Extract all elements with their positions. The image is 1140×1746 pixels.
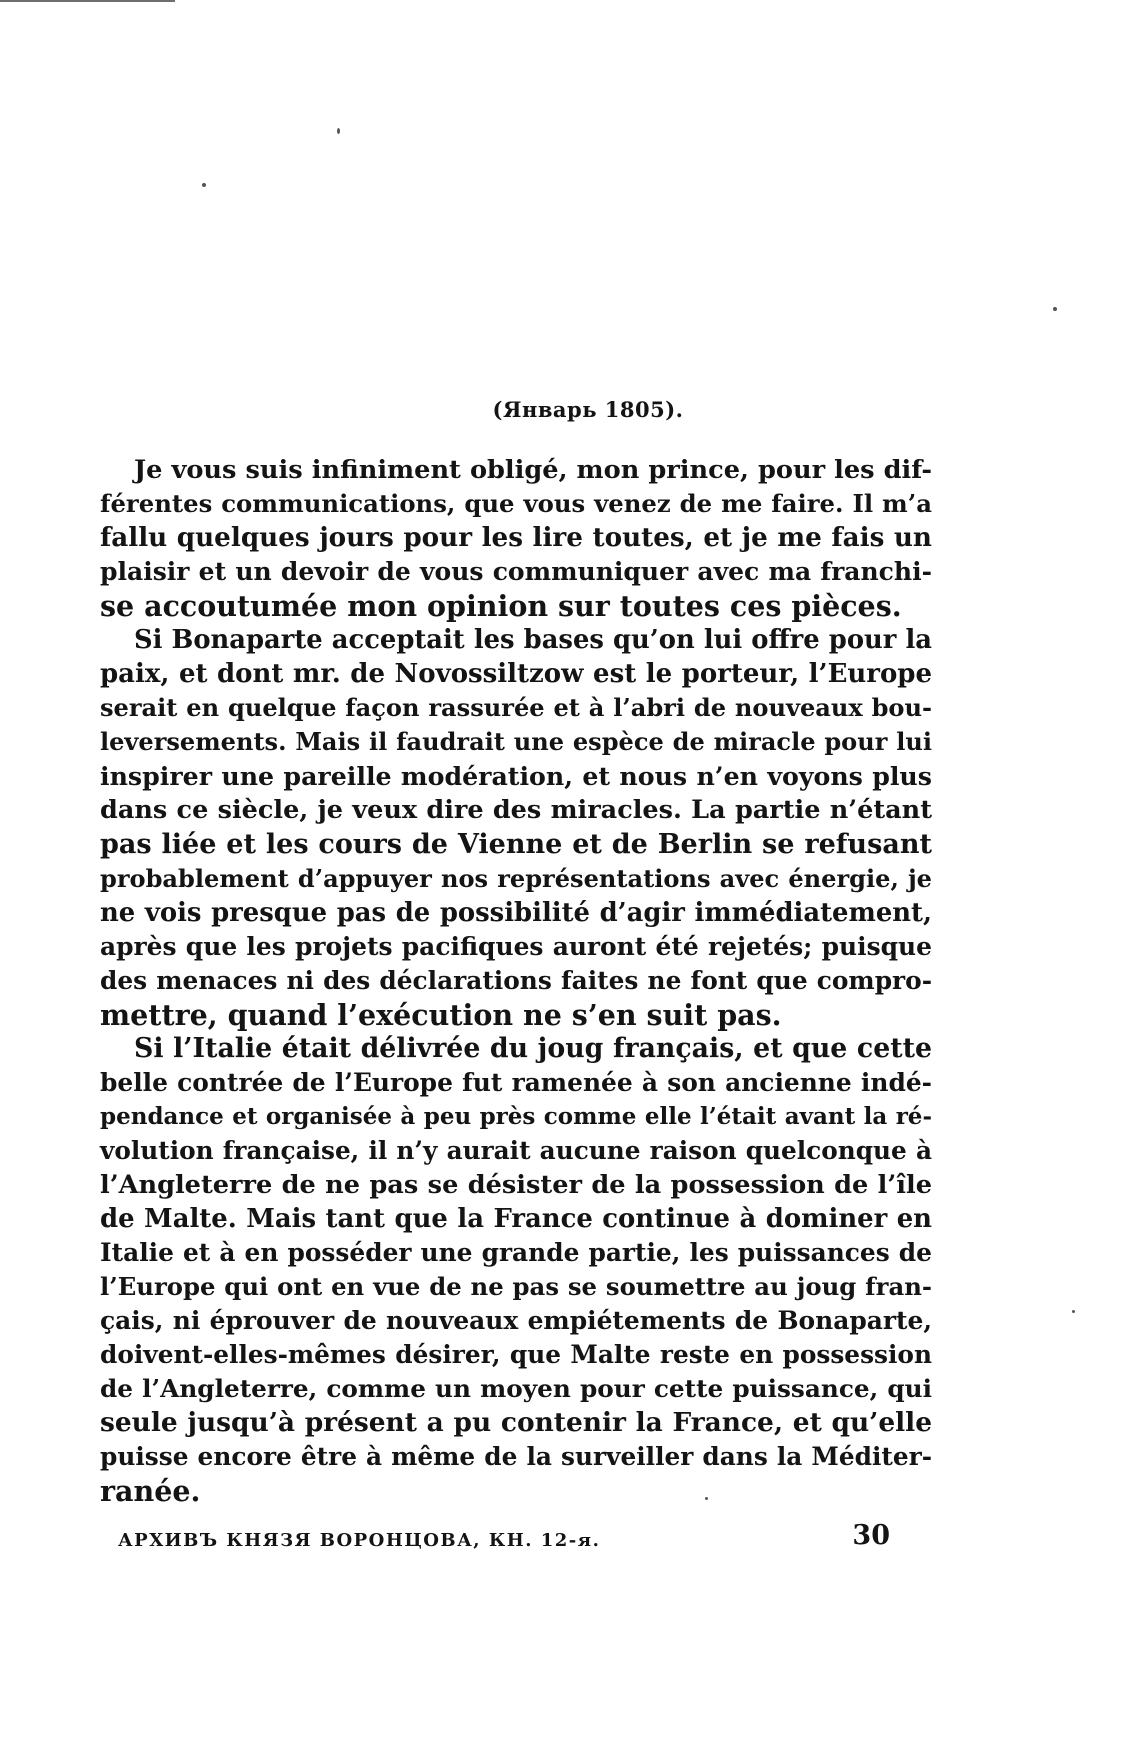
text-line: se accoutumée mon opinion sur toutes ces pièces. xyxy=(100,589,902,624)
text-line: pas liée et les cours de Vienne et de Berlin se refusant xyxy=(100,828,932,860)
text-line: férentes communications, que vous venez de me faire. Il m’a xyxy=(100,489,932,519)
scan-speck xyxy=(1072,1310,1075,1313)
text-line: après que les projets pacifiques auront été rejetés; puisque xyxy=(100,931,932,961)
text-line: puisse encore être à même de la surveiller dans la Méditer- xyxy=(100,1442,932,1472)
page-heading: (Январь 1805). xyxy=(492,397,684,422)
text-line: ne vois presque pas de possibilité d’agir immédiatement, xyxy=(100,897,932,928)
text-line: leversements. Mais il faudrait une espèce de miracle pour lui xyxy=(100,727,932,757)
paragraph xyxy=(100,1032,932,1509)
paragraph xyxy=(100,453,932,623)
scan-speck xyxy=(337,128,340,134)
text-line: l’Europe qui ont en vue de ne pas se soumettre au joug fran- xyxy=(100,1272,932,1302)
text-line: inspirer une pareille modération, et nous n’en voyons plus xyxy=(100,761,932,792)
text-line: Je vous suis infiniment obligé, mon prince, pour les dif- xyxy=(134,455,932,485)
text-line: l’Angleterre de ne pas se désister de la possession de l’île xyxy=(100,1169,932,1200)
text-line: çais, ni éprouver de nouveaux empiétements de Bonaparte, xyxy=(100,1306,932,1336)
text-line: probablement d’appuyer nos représentations avec énergie, je xyxy=(100,863,932,893)
text-line: Italie et à en posséder une grande partie, les puissances de xyxy=(100,1238,932,1268)
text-line: belle contrée de l’Europe fut ramenée à son ancienne indé- xyxy=(100,1067,932,1097)
text-line: paix, et dont mr. de Novossiltzow est le porteur, l’Europe xyxy=(100,659,932,690)
scan-speck xyxy=(1053,307,1057,311)
text-line: dans ce siècle, je veux dire des miracles. La partie n’étant xyxy=(100,795,932,826)
body-text xyxy=(100,453,932,1508)
text-line: de Malte. Mais tant que la France continue à dominer en xyxy=(100,1204,932,1235)
page-footer xyxy=(100,1518,932,1558)
text-line: serait en quelque façon rassurée et à l’abri de nouveaux bou- xyxy=(100,693,932,723)
text-line: des menaces ni des déclarations faites ne font que compro- xyxy=(100,965,932,995)
text-line: volution française, il n’y aurait aucune raison quelconque à xyxy=(100,1135,932,1165)
text-line: mettre, quand l’exécution ne s’en suit pas. xyxy=(100,997,782,1032)
text-line: ranée. xyxy=(100,1474,201,1509)
text-line: de l’Angleterre, comme un moyen pour cette puissance, qui xyxy=(100,1374,932,1404)
text-line: seule jusqu’à présent a pu contenir la France, et qu’elle xyxy=(100,1407,932,1439)
text-line: pendance et organisée à peu près comme elle l’était avant la ré- xyxy=(100,1102,932,1130)
signature-mark: АРХИВЪ КНЯЗЯ ВОРОНЦОВА, КН. 12-я. xyxy=(118,1530,601,1551)
text-line: Si Bonaparte acceptait les bases qu’on lui offre pour la xyxy=(134,625,932,656)
text-line: fallu quelques jours pour les lire toutes, et je me fais un xyxy=(100,522,932,554)
text-line: plaisir et un devoir de vous communiquer avec ma franchi- xyxy=(100,557,932,587)
signature-number: 30 xyxy=(852,1520,890,1551)
text-line: Si l’Italie était délivrée du joug français, et que cette xyxy=(134,1032,932,1064)
top-scan-rule xyxy=(0,0,175,2)
text-line: doivent-elles-mêmes désirer, que Malte reste en possession xyxy=(100,1340,932,1370)
paragraph xyxy=(100,623,932,1032)
scan-speck xyxy=(202,183,206,187)
